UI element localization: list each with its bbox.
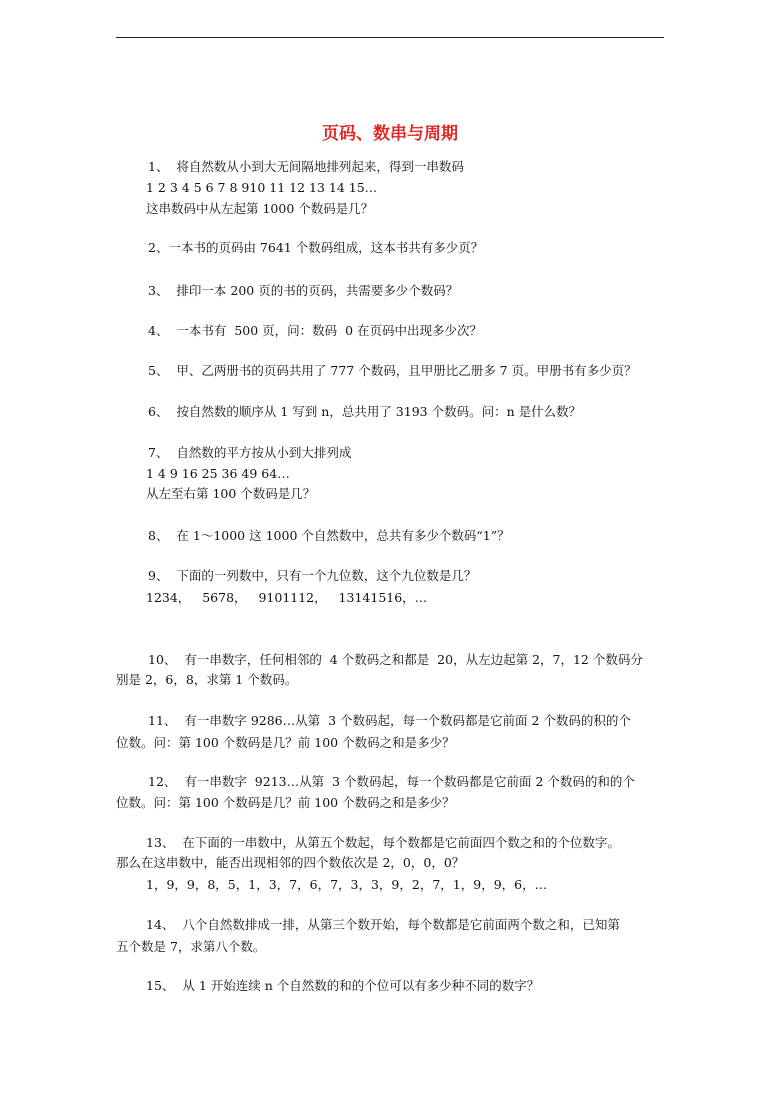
problem-13-sequence: 1，9，9，8，5，1，3，7，6，7，3，3，9，2，7，1，9，9，6，… [146, 877, 548, 892]
problem-1-ask: 这串数码中从左起第 1000 个数码是几？ [146, 201, 374, 216]
problem-15: 15、 从 1 开始连续 n 个自然数的和的个位可以有多少种不同的数字？ [146, 978, 540, 993]
problem-7-question: 7、 自然数的平方按从小到大排列成 [148, 445, 352, 460]
problem-4: 4、 一本书有 500 页，问：数码 0 在页码中出现多少次？ [148, 323, 483, 338]
problem-9-sequence: 1234， 5678， 9101112， 13141516，… [146, 590, 428, 605]
problem-1-question: 1、 将自然数从小到大无间隔地排列起来，得到一串数码 [148, 159, 464, 174]
problem-11-line-1: 11、 有一串数字 9286…从第 3 个数码起，每一个数码都是它前面 2 个数码的积的个 [148, 713, 631, 728]
problem-9-question: 9、 下面的一列数中，只有一个九位数，这个九位数是几？ [148, 568, 477, 583]
problem-12-line-1: 12、 有一串数字 9213…从第 3 个数码起，每一个数码都是它前面 2 个数码的和的个 [148, 774, 635, 789]
problem-6: 6、 按自然数的顺序从 1 写到 n，总共用了 3193 个数码。问：n 是什么数？ [148, 404, 582, 419]
problem-13-line-2: 那么在这串数中，能否出现相邻的四个数依次是 2，0，0，0？ [116, 855, 465, 870]
problem-12-line-2: 位数。问：第 100 个数码是几？前 100 个数码之和是多少？ [116, 795, 455, 810]
problem-11-line-2: 位数。问：第 100 个数码是几？前 100 个数码之和是多少？ [116, 735, 455, 750]
problem-7-sequence: 1 4 9 16 25 36 49 64… [146, 466, 290, 481]
page-title: 页码、数串与周期 [322, 124, 458, 144]
problem-13-line-1: 13、 在下面的一串数中，从第五个数起，每个数都是它前面四个数之和的个位数字。 [146, 835, 620, 850]
problem-5: 5、 甲、乙两册书的页码共用了 777 个数码，且甲册比乙册多 7 页。甲册书有多少页？ [148, 363, 637, 378]
problem-3: 3、 排印一本 200 页的书的页码，共需要多少个数码？ [148, 283, 459, 298]
problem-14-line-1: 14、 八个自然数排成一排，从第三个数开始，每个数都是它前面两个数之和，已知第 [146, 917, 620, 932]
problem-2: 2、一本书的页码由 7641 个数码组成，这本书共有多少页？ [148, 240, 484, 255]
problem-8: 8、 在 1～1000 这 1000 个自然数中，总共有多少个数码“1”？ [148, 528, 510, 543]
problem-10-line-1: 10、 有一串数字，任何相邻的 4 个数码之和都是 20，从左边起第 2，7，12 个数码分 [148, 652, 643, 667]
problem-1-sequence: 1 2 3 4 5 6 7 8 910 11 12 13 14 15… [146, 180, 378, 195]
problem-10-line-2: 别是 2，6，8，求第 1 个数码。 [116, 672, 298, 687]
problem-14-line-2: 五个数是 7，求第八个数。 [116, 939, 266, 954]
header-rule [116, 37, 664, 38]
problem-7-ask: 从左至右第 100 个数码是几？ [146, 486, 316, 501]
